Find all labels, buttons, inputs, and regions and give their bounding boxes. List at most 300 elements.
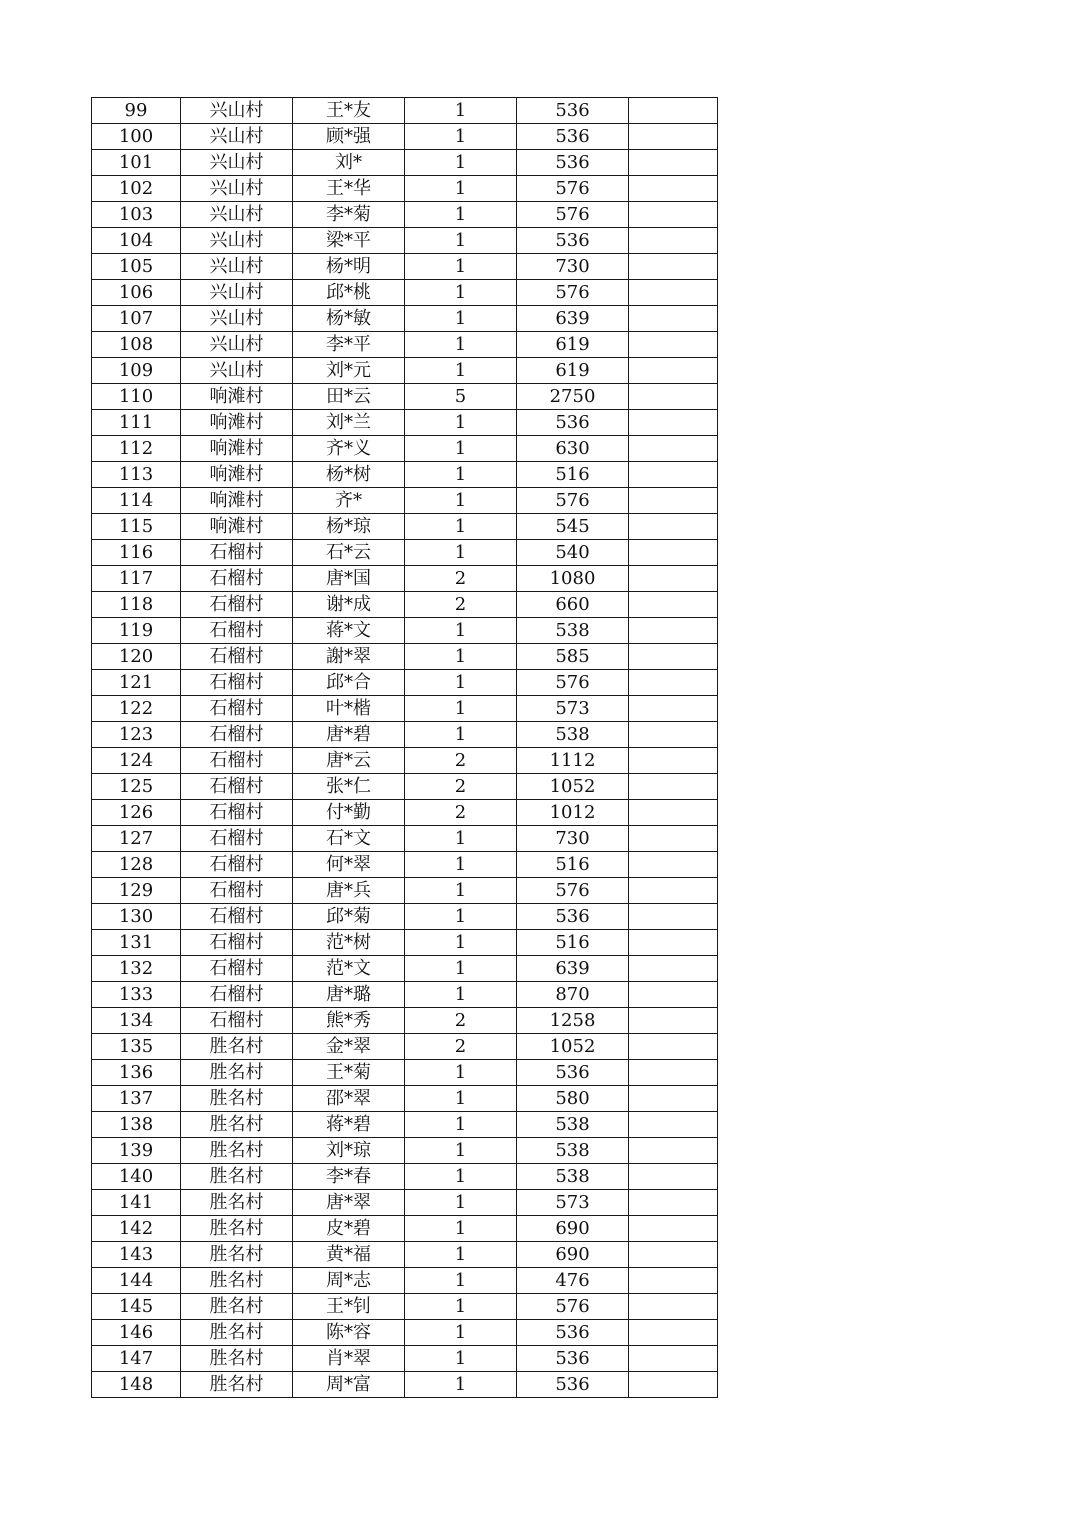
village-cell: 兴山村 <box>181 150 293 176</box>
table-row <box>92 462 718 488</box>
amount-cell: 690 <box>517 1216 629 1242</box>
row-number-cell: 134 <box>92 1008 181 1034</box>
row-number-cell: 144 <box>92 1268 181 1294</box>
count-cell: 1 <box>405 1320 517 1346</box>
amount-cell: 690 <box>517 1242 629 1268</box>
amount-cell: 576 <box>517 878 629 904</box>
table-row <box>92 1268 718 1294</box>
name-cell: 王*菊 <box>293 1060 405 1086</box>
village-cell: 石榴村 <box>181 1008 293 1034</box>
count-cell: 1 <box>405 956 517 982</box>
village-cell: 石榴村 <box>181 748 293 774</box>
row-number-cell: 125 <box>92 774 181 800</box>
note-cell <box>629 722 718 748</box>
village-cell: 兴山村 <box>181 124 293 150</box>
note-cell <box>629 98 718 124</box>
name-cell: 刘*元 <box>293 358 405 384</box>
amount-cell: 619 <box>517 332 629 358</box>
name-cell: 唐*翠 <box>293 1190 405 1216</box>
table-row <box>92 176 718 202</box>
village-cell: 兴山村 <box>181 306 293 332</box>
table-row <box>92 410 718 436</box>
note-cell <box>629 280 718 306</box>
count-cell: 2 <box>405 1008 517 1034</box>
count-cell: 1 <box>405 176 517 202</box>
amount-cell: 1258 <box>517 1008 629 1034</box>
note-cell <box>629 410 718 436</box>
count-cell: 1 <box>405 1112 517 1138</box>
note-cell <box>629 1242 718 1268</box>
row-number-cell: 110 <box>92 384 181 410</box>
row-number-cell: 102 <box>92 176 181 202</box>
row-number-cell: 117 <box>92 566 181 592</box>
amount-cell: 538 <box>517 618 629 644</box>
note-cell <box>629 1138 718 1164</box>
count-cell: 1 <box>405 280 517 306</box>
row-number-cell: 118 <box>92 592 181 618</box>
table-row <box>92 1034 718 1060</box>
row-number-cell: 116 <box>92 540 181 566</box>
note-cell <box>629 150 718 176</box>
table-row <box>92 644 718 670</box>
note-cell <box>629 462 718 488</box>
name-cell: 唐*兵 <box>293 878 405 904</box>
amount-cell: 730 <box>517 254 629 280</box>
amount-cell: 576 <box>517 670 629 696</box>
row-number-cell: 127 <box>92 826 181 852</box>
name-cell: 付*勤 <box>293 800 405 826</box>
table-row <box>92 358 718 384</box>
name-cell: 肖*翠 <box>293 1346 405 1372</box>
amount-cell: 1012 <box>517 800 629 826</box>
row-number-cell: 114 <box>92 488 181 514</box>
count-cell: 2 <box>405 1034 517 1060</box>
count-cell: 2 <box>405 592 517 618</box>
village-cell: 响滩村 <box>181 462 293 488</box>
village-cell: 响滩村 <box>181 410 293 436</box>
count-cell: 1 <box>405 358 517 384</box>
village-cell: 兴山村 <box>181 228 293 254</box>
note-cell <box>629 748 718 774</box>
village-cell: 石榴村 <box>181 722 293 748</box>
table-row <box>92 1138 718 1164</box>
name-cell: 杨*树 <box>293 462 405 488</box>
village-cell: 兴山村 <box>181 254 293 280</box>
name-cell: 黄*福 <box>293 1242 405 1268</box>
name-cell: 李*春 <box>293 1164 405 1190</box>
count-cell: 1 <box>405 618 517 644</box>
village-cell: 石榴村 <box>181 878 293 904</box>
amount-cell: 660 <box>517 592 629 618</box>
row-number-cell: 143 <box>92 1242 181 1268</box>
table-row <box>92 150 718 176</box>
row-number-cell: 107 <box>92 306 181 332</box>
amount-cell: 573 <box>517 1190 629 1216</box>
row-number-cell: 103 <box>92 202 181 228</box>
name-cell: 皮*碧 <box>293 1216 405 1242</box>
amount-cell: 536 <box>517 1346 629 1372</box>
table-row <box>92 748 718 774</box>
note-cell <box>629 826 718 852</box>
count-cell: 1 <box>405 410 517 436</box>
amount-cell: 870 <box>517 982 629 1008</box>
village-cell: 响滩村 <box>181 436 293 462</box>
count-cell: 1 <box>405 540 517 566</box>
count-cell: 1 <box>405 1138 517 1164</box>
village-cell: 石榴村 <box>181 670 293 696</box>
note-cell <box>629 878 718 904</box>
row-number-cell: 136 <box>92 1060 181 1086</box>
count-cell: 2 <box>405 566 517 592</box>
count-cell: 1 <box>405 722 517 748</box>
village-cell: 兴山村 <box>181 176 293 202</box>
village-cell: 石榴村 <box>181 930 293 956</box>
row-number-cell: 120 <box>92 644 181 670</box>
row-number-cell: 147 <box>92 1346 181 1372</box>
note-cell <box>629 592 718 618</box>
row-number-cell: 104 <box>92 228 181 254</box>
row-number-cell: 106 <box>92 280 181 306</box>
table-row <box>92 202 718 228</box>
note-cell <box>629 306 718 332</box>
note-cell <box>629 956 718 982</box>
count-cell: 1 <box>405 1268 517 1294</box>
amount-cell: 619 <box>517 358 629 384</box>
name-cell: 齐*义 <box>293 436 405 462</box>
table-row <box>92 98 718 124</box>
table-row <box>92 306 718 332</box>
name-cell: 杨*明 <box>293 254 405 280</box>
row-number-cell: 121 <box>92 670 181 696</box>
row-number-cell: 138 <box>92 1112 181 1138</box>
count-cell: 1 <box>405 1060 517 1086</box>
row-number-cell: 108 <box>92 332 181 358</box>
table-row <box>92 722 718 748</box>
village-cell: 胜名村 <box>181 1190 293 1216</box>
count-cell: 1 <box>405 202 517 228</box>
count-cell: 2 <box>405 748 517 774</box>
village-cell: 石榴村 <box>181 774 293 800</box>
name-cell: 唐*国 <box>293 566 405 592</box>
note-cell <box>629 852 718 878</box>
name-cell: 顾*强 <box>293 124 405 150</box>
amount-cell: 576 <box>517 176 629 202</box>
village-cell: 石榴村 <box>181 618 293 644</box>
name-cell: 梁*平 <box>293 228 405 254</box>
note-cell <box>629 540 718 566</box>
village-cell: 胜名村 <box>181 1034 293 1060</box>
amount-cell: 585 <box>517 644 629 670</box>
amount-cell: 1080 <box>517 566 629 592</box>
data-table <box>91 97 718 1398</box>
village-cell: 石榴村 <box>181 696 293 722</box>
note-cell <box>629 618 718 644</box>
table-row <box>92 956 718 982</box>
count-cell: 1 <box>405 98 517 124</box>
name-cell: 李*平 <box>293 332 405 358</box>
name-cell: 齐* <box>293 488 405 514</box>
table-row <box>92 436 718 462</box>
table-row <box>92 1320 718 1346</box>
count-cell: 1 <box>405 1216 517 1242</box>
count-cell: 1 <box>405 1242 517 1268</box>
row-number-cell: 146 <box>92 1320 181 1346</box>
name-cell: 杨*琼 <box>293 514 405 540</box>
note-cell <box>629 982 718 1008</box>
village-cell: 响滩村 <box>181 514 293 540</box>
amount-cell: 630 <box>517 436 629 462</box>
village-cell: 石榴村 <box>181 644 293 670</box>
village-cell: 胜名村 <box>181 1138 293 1164</box>
count-cell: 2 <box>405 774 517 800</box>
name-cell: 李*菊 <box>293 202 405 228</box>
amount-cell: 2750 <box>517 384 629 410</box>
row-number-cell: 100 <box>92 124 181 150</box>
name-cell: 邱*菊 <box>293 904 405 930</box>
table-row <box>92 514 718 540</box>
table-row <box>92 696 718 722</box>
name-cell: 金*翠 <box>293 1034 405 1060</box>
amount-cell: 1052 <box>517 774 629 800</box>
name-cell: 唐*云 <box>293 748 405 774</box>
village-cell: 胜名村 <box>181 1060 293 1086</box>
village-cell: 胜名村 <box>181 1216 293 1242</box>
name-cell: 熊*秀 <box>293 1008 405 1034</box>
name-cell: 蒋*文 <box>293 618 405 644</box>
count-cell: 1 <box>405 644 517 670</box>
note-cell <box>629 774 718 800</box>
note-cell <box>629 358 718 384</box>
note-cell <box>629 228 718 254</box>
note-cell <box>629 696 718 722</box>
amount-cell: 576 <box>517 1294 629 1320</box>
table-row <box>92 592 718 618</box>
table-body <box>92 98 718 1398</box>
name-cell: 何*翠 <box>293 852 405 878</box>
table-row <box>92 826 718 852</box>
note-cell <box>629 254 718 280</box>
name-cell: 谢*成 <box>293 592 405 618</box>
count-cell: 1 <box>405 488 517 514</box>
table-row <box>92 488 718 514</box>
village-cell: 石榴村 <box>181 982 293 1008</box>
table-row <box>92 1346 718 1372</box>
village-cell: 兴山村 <box>181 98 293 124</box>
village-cell: 石榴村 <box>181 800 293 826</box>
row-number-cell: 99 <box>92 98 181 124</box>
row-number-cell: 105 <box>92 254 181 280</box>
village-cell: 兴山村 <box>181 202 293 228</box>
amount-cell: 730 <box>517 826 629 852</box>
count-cell: 1 <box>405 878 517 904</box>
note-cell <box>629 488 718 514</box>
village-cell: 胜名村 <box>181 1268 293 1294</box>
name-cell: 王*钊 <box>293 1294 405 1320</box>
amount-cell: 476 <box>517 1268 629 1294</box>
name-cell: 陈*容 <box>293 1320 405 1346</box>
name-cell: 田*云 <box>293 384 405 410</box>
row-number-cell: 141 <box>92 1190 181 1216</box>
amount-cell: 536 <box>517 1372 629 1398</box>
row-number-cell: 131 <box>92 930 181 956</box>
note-cell <box>629 1164 718 1190</box>
table-row <box>92 904 718 930</box>
count-cell: 1 <box>405 462 517 488</box>
note-cell <box>629 1346 718 1372</box>
row-number-cell: 142 <box>92 1216 181 1242</box>
table-row <box>92 618 718 644</box>
row-number-cell: 123 <box>92 722 181 748</box>
table-row <box>92 1060 718 1086</box>
table-row <box>92 1190 718 1216</box>
note-cell <box>629 1372 718 1398</box>
note-cell <box>629 384 718 410</box>
village-cell: 石榴村 <box>181 904 293 930</box>
count-cell: 1 <box>405 1164 517 1190</box>
amount-cell: 576 <box>517 280 629 306</box>
table-row <box>92 332 718 358</box>
village-cell: 胜名村 <box>181 1086 293 1112</box>
note-cell <box>629 670 718 696</box>
count-cell: 1 <box>405 514 517 540</box>
name-cell: 王*友 <box>293 98 405 124</box>
note-cell <box>629 332 718 358</box>
note-cell <box>629 1294 718 1320</box>
village-cell: 胜名村 <box>181 1164 293 1190</box>
note-cell <box>629 176 718 202</box>
row-number-cell: 112 <box>92 436 181 462</box>
row-number-cell: 133 <box>92 982 181 1008</box>
amount-cell: 536 <box>517 410 629 436</box>
table-row <box>92 124 718 150</box>
row-number-cell: 101 <box>92 150 181 176</box>
village-cell: 兴山村 <box>181 332 293 358</box>
amount-cell: 536 <box>517 124 629 150</box>
table-row <box>92 254 718 280</box>
amount-cell: 580 <box>517 1086 629 1112</box>
amount-cell: 538 <box>517 1164 629 1190</box>
note-cell <box>629 800 718 826</box>
village-cell: 石榴村 <box>181 540 293 566</box>
village-cell: 石榴村 <box>181 566 293 592</box>
table-row <box>92 1164 718 1190</box>
amount-cell: 1052 <box>517 1034 629 1060</box>
name-cell: 周*志 <box>293 1268 405 1294</box>
amount-cell: 639 <box>517 956 629 982</box>
row-number-cell: 109 <box>92 358 181 384</box>
note-cell <box>629 1034 718 1060</box>
amount-cell: 540 <box>517 540 629 566</box>
note-cell <box>629 1112 718 1138</box>
name-cell: 邱*合 <box>293 670 405 696</box>
amount-cell: 538 <box>517 1112 629 1138</box>
table-row <box>92 228 718 254</box>
row-number-cell: 135 <box>92 1034 181 1060</box>
note-cell <box>629 124 718 150</box>
table-row <box>92 982 718 1008</box>
table-row <box>92 384 718 410</box>
village-cell: 兴山村 <box>181 280 293 306</box>
village-cell: 石榴村 <box>181 826 293 852</box>
amount-cell: 516 <box>517 462 629 488</box>
amount-cell: 516 <box>517 852 629 878</box>
row-number-cell: 115 <box>92 514 181 540</box>
amount-cell: 516 <box>517 930 629 956</box>
village-cell: 响滩村 <box>181 488 293 514</box>
name-cell: 刘* <box>293 150 405 176</box>
name-cell: 石*文 <box>293 826 405 852</box>
table-row <box>92 670 718 696</box>
row-number-cell: 122 <box>92 696 181 722</box>
name-cell: 杨*敏 <box>293 306 405 332</box>
amount-cell: 639 <box>517 306 629 332</box>
count-cell: 1 <box>405 670 517 696</box>
table-row <box>92 852 718 878</box>
village-cell: 石榴村 <box>181 852 293 878</box>
row-number-cell: 137 <box>92 1086 181 1112</box>
count-cell: 1 <box>405 1190 517 1216</box>
name-cell: 范*树 <box>293 930 405 956</box>
amount-cell: 576 <box>517 202 629 228</box>
note-cell <box>629 644 718 670</box>
name-cell: 唐*璐 <box>293 982 405 1008</box>
amount-cell: 576 <box>517 488 629 514</box>
note-cell <box>629 1216 718 1242</box>
name-cell: 叶*楷 <box>293 696 405 722</box>
row-number-cell: 128 <box>92 852 181 878</box>
row-number-cell: 132 <box>92 956 181 982</box>
village-cell: 响滩村 <box>181 384 293 410</box>
table-row <box>92 540 718 566</box>
amount-cell: 536 <box>517 1060 629 1086</box>
count-cell: 1 <box>405 982 517 1008</box>
count-cell: 1 <box>405 1086 517 1112</box>
name-cell: 刘*琼 <box>293 1138 405 1164</box>
row-number-cell: 129 <box>92 878 181 904</box>
count-cell: 5 <box>405 384 517 410</box>
note-cell <box>629 1060 718 1086</box>
note-cell <box>629 514 718 540</box>
village-cell: 胜名村 <box>181 1320 293 1346</box>
table-row <box>92 1086 718 1112</box>
table-row <box>92 774 718 800</box>
table-row <box>92 1008 718 1034</box>
table-row <box>92 930 718 956</box>
count-cell: 1 <box>405 124 517 150</box>
name-cell: 王*华 <box>293 176 405 202</box>
note-cell <box>629 1190 718 1216</box>
count-cell: 1 <box>405 228 517 254</box>
name-cell: 刘*兰 <box>293 410 405 436</box>
note-cell <box>629 930 718 956</box>
row-number-cell: 113 <box>92 462 181 488</box>
village-cell: 石榴村 <box>181 956 293 982</box>
count-cell: 1 <box>405 826 517 852</box>
row-number-cell: 130 <box>92 904 181 930</box>
village-cell: 石榴村 <box>181 592 293 618</box>
note-cell <box>629 1268 718 1294</box>
count-cell: 1 <box>405 436 517 462</box>
village-cell: 胜名村 <box>181 1112 293 1138</box>
table-row <box>92 1294 718 1320</box>
name-cell: 范*文 <box>293 956 405 982</box>
count-cell: 1 <box>405 696 517 722</box>
name-cell: 邵*翠 <box>293 1086 405 1112</box>
name-cell: 唐*碧 <box>293 722 405 748</box>
village-cell: 胜名村 <box>181 1372 293 1398</box>
count-cell: 2 <box>405 800 517 826</box>
table-row <box>92 280 718 306</box>
